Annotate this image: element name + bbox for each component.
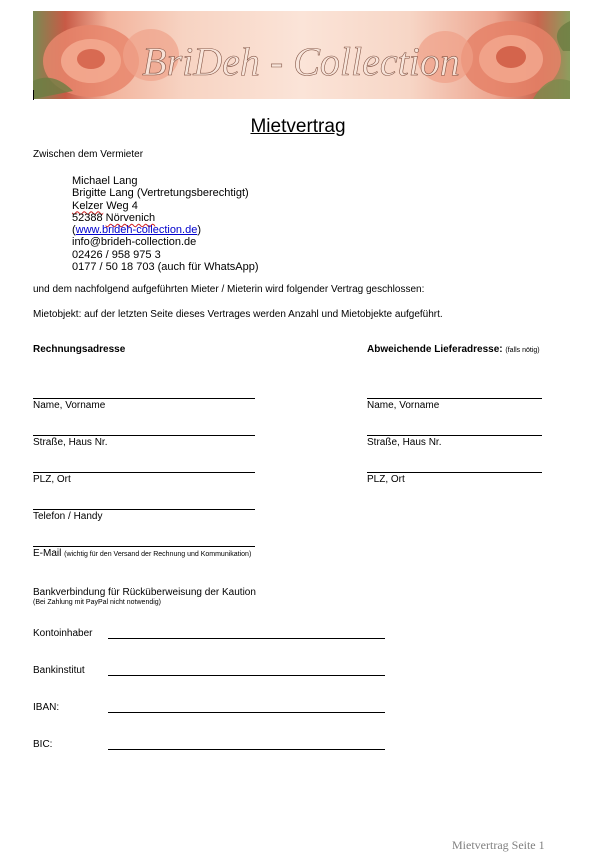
delivery-note: (falls nötig)	[505, 347, 540, 354]
billing-email-wrap	[33, 548, 251, 561]
intro-text: Zwischen dem Vermieter	[33, 149, 144, 160]
billing-city-line[interactable]	[33, 472, 255, 473]
page-title: Mietvertrag	[250, 116, 346, 137]
billing-email-label: E-Mail	[33, 548, 62, 559]
brand-logo-text: BriDeh - Collection	[142, 39, 460, 84]
billing-name-label: Name, Vorname	[33, 400, 106, 411]
delivery-city-label: PLZ, Ort	[367, 474, 405, 485]
bank-bic-label: BIC:	[33, 739, 53, 750]
delivery-name-label: Name, Vorname	[367, 400, 440, 411]
header-banner	[33, 11, 570, 99]
bank-note: (Bei Zahlung mit PayPal nicht notwendig)	[33, 599, 162, 606]
landlord-city: 52388 Nörvenich	[72, 211, 156, 224]
delivery-name-line[interactable]	[367, 398, 542, 399]
bank-owner-label: Kontoinhaber	[33, 628, 93, 639]
billing-city-label: PLZ, Ort	[33, 474, 71, 485]
billing-street-label: Straße, Haus Nr.	[33, 437, 108, 448]
text-cursor	[33, 90, 34, 100]
landlord-street: Kelzer Weg 4	[72, 199, 138, 212]
billing-email-note: (wichtig für den Versand der Rechnung und Kommunikation)	[64, 551, 252, 558]
delivery-street-line[interactable]	[367, 435, 542, 436]
landlord-phone: 02426 / 958 975 3	[72, 248, 161, 261]
roses-image	[33, 11, 570, 99]
billing-phone-label: Telefon / Handy	[33, 511, 103, 522]
bank-institute-line[interactable]	[108, 675, 385, 676]
billing-heading: Rechnungsadresse	[33, 344, 126, 355]
tenant-intro-text: und dem nachfolgend aufgeführten Mieter / Mieterin wird folgender Vertrag geschlossen:	[33, 284, 425, 295]
billing-phone-line[interactable]	[33, 509, 255, 510]
bank-heading: Bankverbindung für Rücküberweisung der Kaution	[33, 587, 256, 598]
bank-iban-line[interactable]	[108, 712, 385, 713]
landlord-name: Michael Lang	[72, 175, 138, 187]
bank-institute-label: Bankinstitut	[33, 665, 85, 676]
landlord-address	[72, 175, 259, 273]
landlord-mobile: 0177 / 50 18 703 (auch für WhatsApp)	[72, 261, 259, 274]
page-footer: Mietvertrag Seite 1	[452, 838, 545, 852]
billing-name-line[interactable]	[33, 398, 255, 399]
rental-object-text: Mietobjekt: auf der letzten Seite dieses Vertrages werden Anzahl und Mietobjekte aufgeführt.	[33, 309, 443, 320]
landlord-email: info@brideh-collection.de	[72, 236, 197, 249]
bank-bic-line[interactable]	[108, 749, 385, 750]
delivery-city-line[interactable]	[367, 472, 542, 473]
delivery-heading-wrap	[367, 344, 540, 357]
landlord-name2: Brigitte Lang (Vertretungsberechtigt)	[72, 187, 249, 200]
bank-owner-line[interactable]	[108, 638, 385, 639]
landlord-website: (www.brideh-collection.de)	[72, 224, 202, 237]
billing-street-line[interactable]	[33, 435, 255, 436]
delivery-heading: Abweichende Lieferadresse:	[367, 344, 503, 355]
billing-email-line[interactable]	[33, 546, 255, 547]
website-link[interactable]: www.brideh-collection.de	[75, 224, 198, 237]
bank-iban-label: IBAN:	[33, 702, 60, 713]
delivery-street-label: Straße, Haus Nr.	[367, 437, 442, 448]
